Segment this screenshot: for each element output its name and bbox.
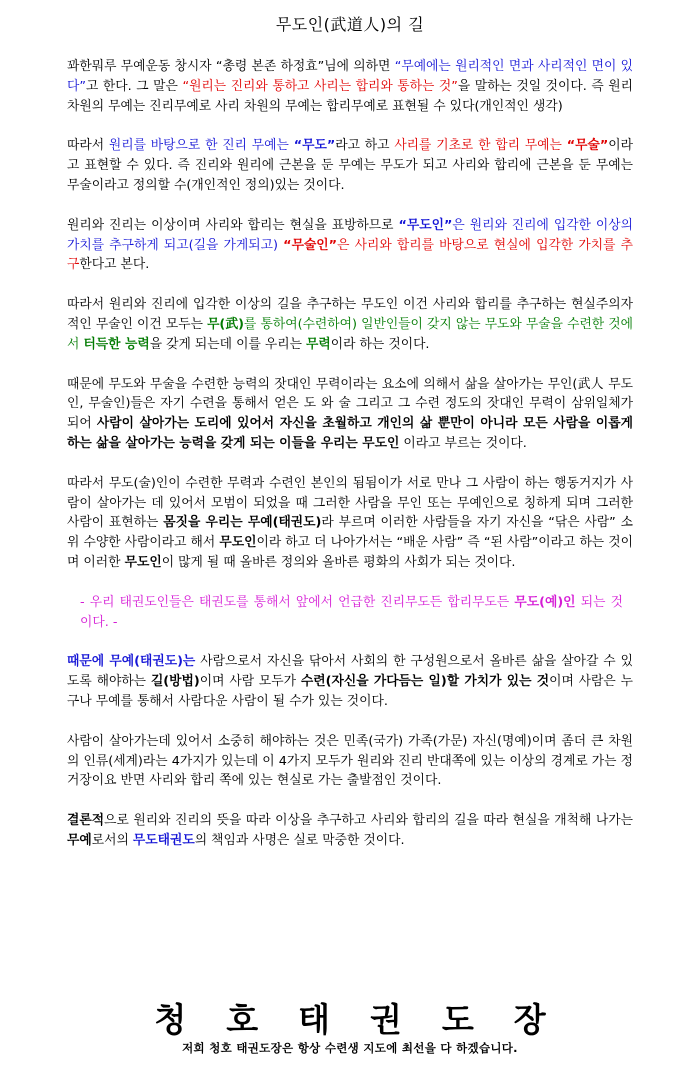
- text-run: 때문에 무예(태권도)는: [67, 654, 196, 670]
- text-run: 은 원리와 진리에 입각한 이상의 가치를 추구하게 되고(길을 가게되고): [67, 217, 633, 253]
- text-run: 사람이 살아가는데 있어서 소중히 해야하는 것은 민족(국가) 가족(가문) 자신(명예)이며 좀더 큰 차원의 인류(세계)라는 4가지가 있는데 이 4가지 모두가 원리와 진리 반대쪽에 있는 이상의 경계로 가는 정거장이요 반면 사리와 합리 쪽에 있는 현실로 가는 출발점인 것이다.: [67, 733, 633, 789]
- text-run: 따라서: [67, 138, 109, 154]
- text-run: “무예에는 원리적인 면과 사리적인 면이 있다”: [67, 59, 633, 94]
- paragraph: [67, 652, 633, 711]
- text-run: 사람이 살아가는 도리에 있어서 자신을 초월하고 개인의 삶 뿐만이 아니라 모든 사람을 이롭게 하는 삶을 살아가는 능력을 갖게 되는 이들을 우리는 무도인: [67, 416, 633, 451]
- text-run: 을 말하는 것일 것이다. 즉 원리 차원의 무예는 진리무예로 사리 차원의 무예는 합리무예로 표현될 수 있다(개인적인 생각): [67, 78, 634, 114]
- text-run: 으로 원리와 진리의 뜻을 따라 이상을 추구하고 사리와 합리의 길을 따라 현실을 개척해 나가는: [104, 813, 633, 829]
- text-run: “무술인”: [283, 237, 338, 253]
- text-run: “무도인”: [398, 217, 453, 233]
- text-run: 한다고 본다.: [79, 257, 150, 273]
- text-run: 수련(자신을 가다듬는 일)할 가치가 있는 것: [300, 674, 550, 690]
- text-run: 무도인: [219, 535, 257, 551]
- highlight-note: [80, 593, 623, 633]
- paragraph: [67, 474, 633, 573]
- text-run: 이라고 표현할 수 있다. 즉 진리와 원리에 근본을 둔 무예는 무도가 되고 사리와 합리에 근본을 둔 무예는 무술이라고 정의할 수(개인적인 정의)있는 것이다.: [67, 138, 634, 193]
- text-run: 이며 사람은 누구나 무예를 통해서 사람다운 사람이 될 수가 있는 것이다.: [67, 674, 634, 709]
- text-run: 사리를 기초로 한 합리 무예는: [394, 138, 567, 154]
- text-run: 결론적: [67, 813, 105, 829]
- text-run: 길(방법): [150, 674, 200, 690]
- text-run: 때문에 무도와 무술을 수련한 능력의 잣대인 무력이라는 요소에 의해서 삶을 살아가는 무인(武人 무도인, 무술인)들은 자기 수련을 통해서 얻은 도 와 술 그리고 그 수련 정도의 잣대인 무력이 삼위일체가 되어: [67, 376, 633, 432]
- text-run: 이라 하는 것이다.: [330, 336, 430, 352]
- text-run: 고 한다. 그 말은: [86, 78, 183, 94]
- text-run: 터득한 능력: [83, 336, 150, 352]
- paragraph: [67, 811, 633, 851]
- text-run: 무도(예)인: [514, 594, 576, 610]
- text-run: 무도태권도: [132, 832, 195, 848]
- text-run: - 우리 태권도인들은 태권도를 통해서 앞에서 언급한 진리무도든 합리무도든: [80, 594, 515, 610]
- dojang-tagline: 저희 청호 태권도장은 항상 수련생 지도에 최선을 다 하겠습니다.: [182, 1041, 518, 1055]
- text-run: 원리와 진리는 이상이며 사리와 합리는 현실을 표방하므로: [67, 217, 399, 233]
- text-run: 은 사리와 합리를 바탕으로 현실에 입각한 가치를 추구: [67, 237, 633, 273]
- text-run: 를 통하여(수련하여) 일반인들이 갖지 않는 무도와 무술을 수련한 것에서: [67, 316, 634, 352]
- text-run: 의 책임과 사명은 실로 막중한 것이다.: [194, 832, 405, 848]
- text-run: 라 부르며 이러한 사람들을 자기 자신을 “닦은 사람” 소위 수양한 사람이라고 해서: [67, 515, 634, 551]
- text-run: 사람으로서 자신을 닦아서 사회의 한 구성원으로서 올바른 삶을 살아갈 수 있도록 해야하는: [67, 654, 633, 690]
- text-run: 되는 것이다. -: [80, 594, 623, 630]
- paragraph: [67, 57, 633, 116]
- text-run: 무도인: [124, 554, 162, 570]
- text-run: 무예: [67, 832, 92, 848]
- text-run: 따라서 원리와 진리에 입각한 이상의 길을 추구하는 무도인 이건 사리와 합리를 추구하는 현실주의자 적인 무술인 이건 모두는: [67, 297, 633, 332]
- text-run: “무도”: [293, 138, 336, 154]
- text-run: 무력: [306, 336, 331, 352]
- article-body: [67, 57, 633, 871]
- text-run: “원리는 진리와 통하고 사리는 합리와 통하는 것”: [182, 78, 458, 94]
- text-run: 몸짓을 우리는 무예(태권도): [163, 515, 322, 531]
- page-title: 무도인(武道人)의 길: [275, 15, 425, 34]
- text-run: 이라고 부르는 것이다.: [399, 435, 527, 451]
- text-run: 라고 하고: [335, 138, 395, 154]
- paragraph: [67, 732, 633, 791]
- text-run: 로서의: [91, 832, 133, 848]
- paragraph: [67, 216, 633, 275]
- text-run: “무술”: [566, 138, 609, 154]
- text-run: 원리를 바탕으로 한 진리 무예는: [108, 138, 294, 154]
- paragraph: [67, 375, 633, 454]
- text-run: 따라서 무도(술)인이 수련한 무력과 수련인 본인의 됨됨이가 서로 만나 그 사람이 하는 행동거지가 사람이 살아가는 데 있어서 모범이 되었을 때 그러한 사람을 무인 또는 무예인으로 칭하게 되며 그러한 사람이 표현하는: [67, 475, 633, 531]
- text-run: 이라 하고 더 나아가서는 “배운 사람” 즉 “된 사람”이라고 하는 것이며 이러한: [67, 535, 633, 570]
- text-run: 꽈한뭐루 무예운동 창시자 “총령 본존 하정효”님에 의하면: [67, 59, 395, 74]
- text-run: 무(武): [207, 316, 245, 332]
- dojang-name: 청호태권도장: [154, 1000, 586, 1039]
- text-run: 이며 사람 모두가: [199, 674, 301, 690]
- text-run: 이 많게 될 때 올바른 정의와 올바른 평화의 사회가 되는 것이다.: [161, 554, 516, 570]
- paragraph: [67, 295, 633, 354]
- paragraph: [67, 136, 633, 195]
- text-run: 을 갖게 되는데 이를 우리는: [149, 336, 307, 352]
